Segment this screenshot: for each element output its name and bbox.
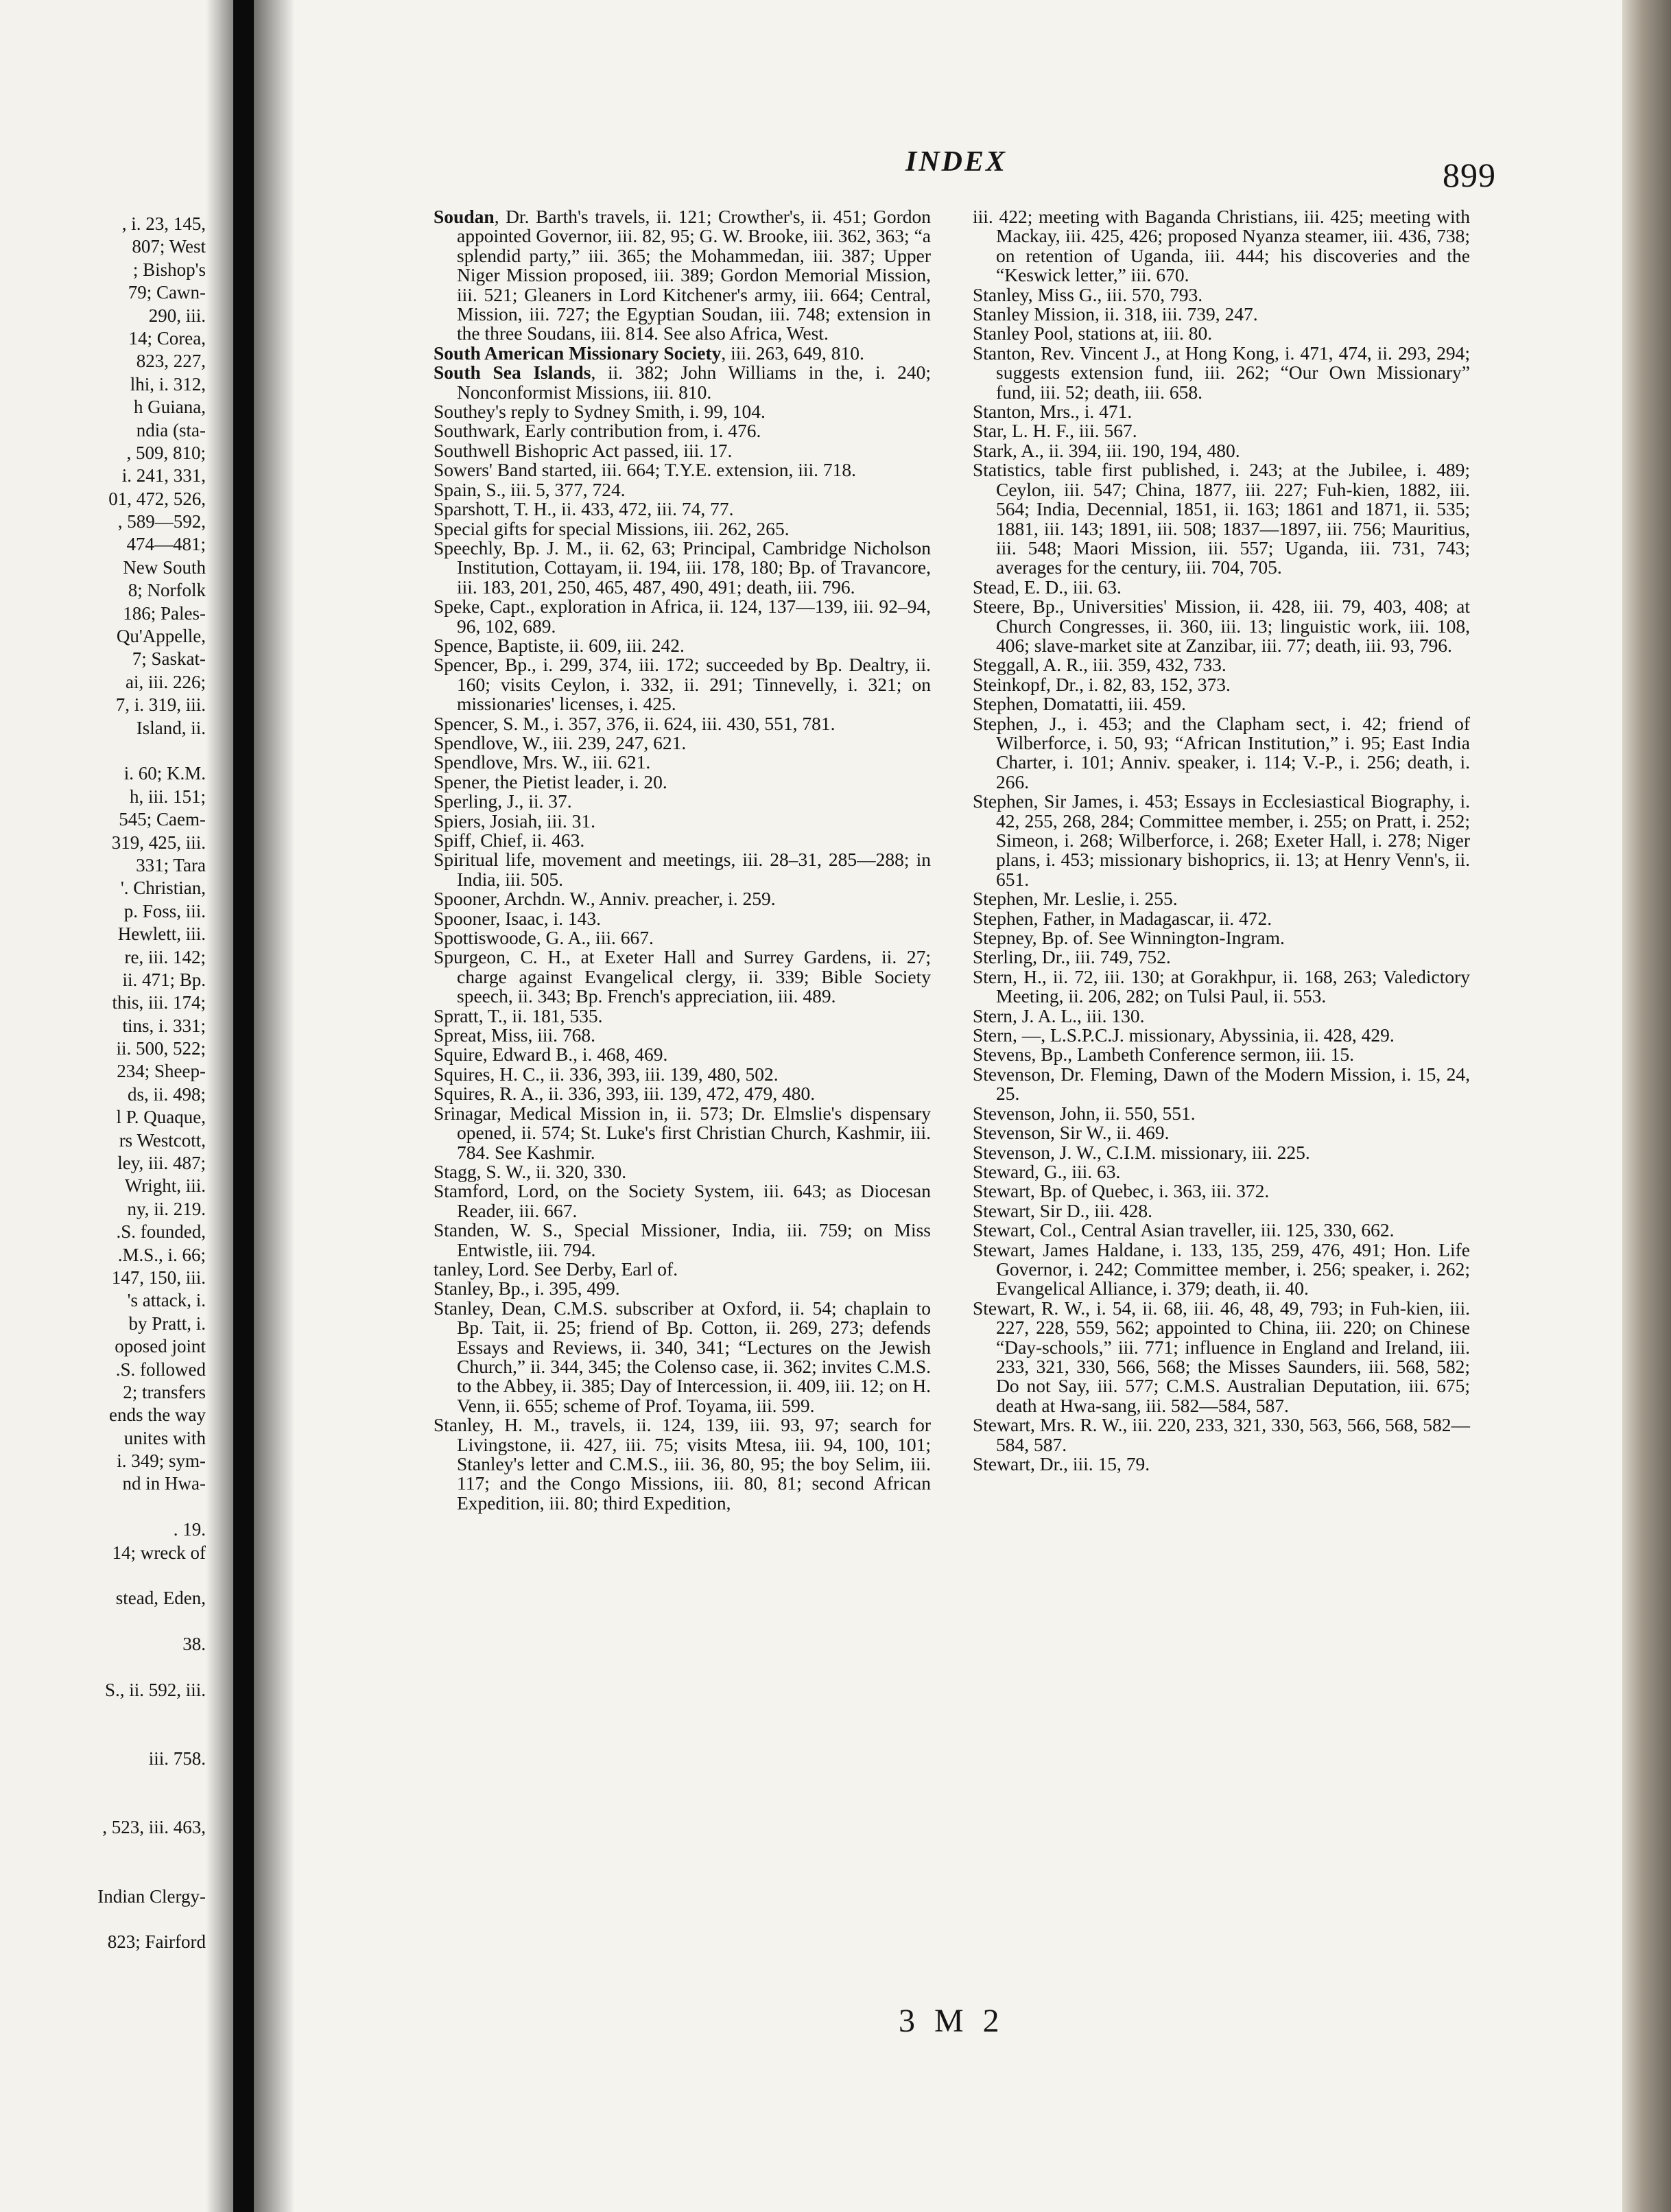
left-page-line: 807; West: [132, 236, 206, 257]
index-entry-text: Standen, W. S., Special Missioner, India, iii. 759; on Miss Entwistle, iii. 794.: [434, 1219, 931, 1260]
left-page-line: 474—481;: [126, 534, 206, 555]
index-entry-text: Stewart, Sir D., iii. 428.: [973, 1199, 1153, 1221]
index-entry: [434, 770, 931, 792]
index-column-left: [434, 207, 931, 1513]
left-page-line: 01, 472, 526,: [108, 488, 206, 509]
index-entry-text: Stevenson, Sir W., ii. 469.: [973, 1122, 1170, 1144]
left-page-line: . 19.: [173, 1519, 206, 1540]
left-page-line: .M.S., i. 66;: [117, 1244, 206, 1265]
index-entry: [973, 967, 1470, 1007]
index-entry-text: Stanley, Bp., i. 395, 499.: [434, 1278, 620, 1299]
left-page-line: 2; transfers: [123, 1381, 206, 1402]
left-page-line: 234; Sheep-: [117, 1061, 206, 1082]
left-page-line: Wright, iii.: [124, 1175, 206, 1197]
index-entry: [434, 1221, 931, 1260]
left-page-line: [0, 1610, 206, 1633]
left-page-line: ii. 500, 522;: [116, 1038, 206, 1059]
index-entry-text: Star, L. H. F., iii. 567.: [973, 420, 1137, 442]
index-entry-text: Stephen, Domatatti, iii. 459.: [973, 693, 1186, 715]
index-entry-text: Spence, Baptiste, ii. 609, iii. 242.: [434, 634, 685, 656]
left-page: [0, 0, 233, 2212]
index-entry-text: Stanton, Rev. Vincent J., at Hong Kong, i. 471, 474, ii. 293, 294; suggests extension fund, iii. 262; “Our Own Missionary” fund, iii. 52; death, iii. 658.: [973, 342, 1470, 403]
left-page-line: h, iii. 151;: [129, 786, 206, 807]
left-page-line: 147, 150, iii.: [111, 1267, 206, 1288]
index-entry-text: Steward, G., iii. 63.: [973, 1160, 1121, 1182]
index-entry-text: Spooner, Isaac, i. 143.: [434, 907, 602, 929]
left-page-line: unites with: [123, 1427, 206, 1448]
index-entry: [973, 1026, 1470, 1045]
index-entry: [434, 344, 931, 363]
index-entry-text: Stevens, Bp., Lambeth Conference sermon, iii. 15.: [973, 1044, 1354, 1066]
index-entry-text: Spiritual life, movement and meetings, iii. 28–31, 285—288; in India, iii. 505.: [434, 849, 931, 890]
printer-signature-mark: 3 M 2: [899, 2003, 1005, 2039]
left-page-line: i. 60; K.M.: [123, 763, 206, 784]
index-entry-heading: Soudan: [434, 206, 495, 227]
index-entry-text: Stanley, H. M., travels, ii. 124, 139, iii. 93, 97; search for Livingstone, ii. 427, iii. 75; visits Mtesa, iii. 94, 100, 101; Stanley's letter and C.M.S., iii. 36, 80, 95; the boy Selim, iii. 117; and the Congo Missions, iii. 80, 81; second African Expedition, iii. 80; third Expedition,: [434, 1414, 931, 1514]
index-entry: [434, 499, 931, 519]
index-entry: [973, 1455, 1470, 1474]
index-entry: [973, 1065, 1470, 1104]
index-entry: [973, 460, 1470, 577]
index-entry: [973, 1181, 1470, 1201]
index-entry-text: Spencer, Bp., i. 299, 374, iii. 172; succeeded by Bp. Dealtry, ii. 160; visits Ceylon, i. 332, ii. 291; Tinnevelly, i. 321; on missionaries' licenses, i. 425.: [434, 654, 931, 715]
left-page-line: [0, 1839, 206, 1862]
index-entry-text: Stanton, Mrs., i. 471.: [973, 401, 1133, 423]
index-entry: [973, 1045, 1470, 1064]
left-page-line: ai, iii. 226;: [126, 671, 206, 692]
index-entry-text: Stephen, Sir James, i. 453; Essays in Ecclesiastical Biography, i. 42, 255, 268, 284; Committee member, i. 255; on Pratt, i. 252; Simeon, i. 268; Wilberforce, i. 268; Exeter Hall, i. 278; Niger plans, i. 453; missionary bishoprics, ii. 13; at Henry Venn's, ii. 651.: [973, 790, 1470, 890]
index-entry-text: Stepney, Bp. of. See Winnington-Ingram.: [973, 927, 1285, 949]
left-page-text-fragments: [0, 213, 206, 1954]
index-entry: [973, 1221, 1470, 1240]
left-page-line: , 509, 810;: [126, 442, 206, 463]
left-page-line: p. Foss, iii.: [123, 900, 206, 921]
index-entry-text: Squire, Edward B., i. 468, 469.: [434, 1044, 668, 1066]
index-entry: [973, 207, 1470, 285]
index-entry: [434, 948, 931, 1006]
index-entry: [973, 578, 1470, 597]
index-entry: [973, 305, 1470, 324]
left-page-line: [0, 1725, 206, 1748]
index-entry-text: iii. 422; meeting with Baganda Christians, iii. 425; meeting with Mackay, iii. 425, 426; proposed Nyanza steamer, iii. 436, 738; on retention of Uganda, iii. 444; his discoveries and the “Keswick letter,” iii. 670.: [973, 206, 1470, 286]
index-entry: [434, 597, 931, 636]
left-page-line: [0, 1908, 206, 1931]
index-entry: [973, 889, 1470, 908]
index-entry-text: Spiff, Chief, ii. 463.: [434, 830, 585, 851]
index-entry-text: Speechly, Bp. J. M., ii. 62, 63; Principal, Cambridge Nicholson Institution, Cottayam, ii. 194, iii. 178, 180; Bp. of Travancore, iii. 183, 201, 250, 465, 487, 490, 491; death, iii. 796.: [434, 537, 931, 598]
index-entry-text: Stanley Mission, ii. 318, iii. 739, 247.: [973, 303, 1258, 325]
left-page-line: 7, i. 319, iii.: [115, 694, 206, 716]
index-entry: [434, 519, 931, 539]
index-entry: [434, 1104, 931, 1162]
index-entry: [434, 1065, 931, 1084]
index-entry: [434, 1084, 931, 1103]
left-page-line: , 523, iii. 463,: [102, 1817, 206, 1838]
index-entry-text: Stern, —, L.S.P.C.J. missionary, Abyssinia, ii. 428, 429.: [973, 1024, 1395, 1046]
index-entry: [973, 285, 1470, 305]
left-page-line: tins, i. 331;: [122, 1015, 206, 1036]
left-page-line: iii. 758.: [148, 1748, 206, 1769]
index-entry: [434, 421, 931, 440]
index-entry-text: , ii. 382; John Williams in the, i. 240; Nonconformist Missions, iii. 810.: [457, 362, 932, 403]
index-entry-text: Spendlove, Mrs. W., iii. 621.: [434, 751, 651, 773]
left-page-line: oposed joint: [115, 1336, 206, 1357]
index-entry-text: Stephen, J., i. 453; and the Clapham sect, i. 42; friend of Wilberforce, i. 50, 93; “African Institution,” i. 95; East India Charter, i. 101; Anniv. speaker, i. 114; V.-P., i. 256; death, i. 266.: [973, 712, 1470, 792]
index-entry-text: Stewart, Mrs. R. W., iii. 220, 233, 321, 330, 563, 566, 568, 582—584, 587.: [973, 1414, 1470, 1455]
left-page-line: rs Westcott,: [119, 1129, 206, 1151]
left-page-line: i. 349; sym-: [117, 1450, 206, 1472]
page-number: 899: [1443, 156, 1496, 194]
index-entry-text: Southey's reply to Sydney Smith, i. 99, 104.: [434, 401, 766, 423]
index-entry: [434, 1299, 931, 1415]
index-entry-text: Srinagar, Medical Mission in, ii. 573; Dr. Elmslie's dispensary opened, ii. 574; St. Luke's first Christian Church, Kashmir, iii. 784. See Kashmir.: [434, 1102, 931, 1163]
index-entry: [973, 324, 1470, 343]
index-entry-text: Stead, E. D., iii. 63.: [973, 576, 1122, 598]
index-entry: [434, 1162, 931, 1181]
index-entry-text: Stanley, Miss G., iii. 570, 793.: [973, 283, 1203, 305]
index-entry: [973, 344, 1470, 402]
index-entry-text: Squires, H. C., ii. 336, 393, iii. 139, 480, 502.: [434, 1063, 779, 1085]
left-page-line: 331; Tara: [136, 854, 206, 875]
left-page-line: 186; Pales-: [123, 602, 206, 624]
left-page-line: 8; Norfolk: [128, 580, 206, 601]
left-page-line: [0, 1793, 206, 1816]
index-entry: [973, 421, 1470, 440]
left-page-line: 545; Caem-: [119, 809, 206, 830]
index-entry: [434, 753, 931, 772]
index-entry-text: Southwell Bishopric Act passed, iii. 17.: [434, 439, 733, 461]
index-entry-text: Speke, Capt., exploration in Africa, ii. 124, 137—139, iii. 92–94, 96, 102, 689.: [434, 596, 931, 637]
index-entry: [973, 1240, 1470, 1299]
index-entry: [434, 733, 931, 753]
left-page-line: Qu'Appelle,: [116, 626, 206, 647]
left-page-line: 823, 227,: [136, 351, 206, 372]
left-page-line: nd in Hwa-: [122, 1473, 206, 1494]
index-entry: [434, 655, 931, 714]
index-entry: [434, 792, 931, 811]
index-entry: [973, 1104, 1470, 1123]
index-entry: [434, 1045, 931, 1064]
index-entry-heading: South American Missionary Society: [434, 342, 722, 364]
left-page-line: S., ii. 592, iii.: [104, 1680, 206, 1700]
left-page-line: ny, ii. 219.: [127, 1198, 206, 1219]
left-page-line: [0, 1702, 206, 1724]
left-page-line: 14; wreck of: [112, 1542, 206, 1563]
running-header-title: INDEX: [905, 146, 1008, 178]
left-page-line: Hewlett, iii.: [117, 923, 206, 945]
index-entry: [434, 636, 931, 655]
index-entry-text: Statistics, table first published, i. 243; at the Jubilee, i. 489; Ceylon, iii. 547; China, 1877, iii. 227; Fuh-kien, 1882, iii. 564; India, Decennial, 1851, ii. 163; 1861 and 1871, ii. 535; 1881, iii. 143; 1891, iii. 508; 1837—1897, iii. 756; Mauritius, iii. 548; Maori Mission, iii. 557; Uganda, iii. 731, 743; averages for the century, iii. 704, 705.: [973, 459, 1470, 578]
left-page-line: Island, ii.: [136, 717, 206, 738]
index-entry-text: Steggall, A. R., iii. 359, 432, 733.: [973, 654, 1226, 676]
index-entry: [434, 539, 931, 597]
index-entry-text: , iii. 263, 649, 810.: [721, 342, 864, 364]
index-entry: [973, 1162, 1470, 1181]
left-page-line: 319, 425, iii.: [111, 832, 206, 853]
index-entry-text: Sowers' Band started, iii. 664; T.Y.E. extension, iii. 718.: [434, 459, 857, 481]
index-entry: [973, 1299, 1470, 1415]
index-entry-text: Spooner, Archdn. W., Anniv. preacher, i. 259.: [434, 888, 776, 910]
left-page-line: ii. 471; Bp.: [122, 969, 206, 990]
left-page-line: ds, ii. 498;: [127, 1083, 206, 1105]
index-entry-text: Steere, Bp., Universities' Mission, ii. 428, iii. 79, 403, 408; at Church Congresses, ii. 360, iii. 13; linguistic work, iii. 108, 406; slave-market site at Zanzibar, iii. 77; death, iii. 93, 796.: [973, 596, 1470, 656]
index-entry: [973, 792, 1470, 889]
left-page-line: 290, iii.: [148, 305, 206, 326]
index-entry-text: Spiers, Josiah, iii. 31.: [434, 810, 596, 832]
index-entry: [434, 480, 931, 499]
page-fold-shadow: [254, 0, 295, 2212]
index-entry: [434, 1415, 931, 1513]
left-page-line: Indian Clergy-: [97, 1885, 206, 1907]
index-entry-text: Stephen, Father, in Madagascar, ii. 472.: [973, 907, 1272, 929]
index-column-right: [973, 207, 1470, 1474]
index-entry-text: Stewart, James Haldane, i. 133, 135, 259, 476, 491; Hon. Life Governor, i. 242; Committee member, i. 256; speaker, i. 262; Evangelical Alliance, i. 379; death, ii. 40.: [973, 1238, 1470, 1299]
left-page-line: .S. founded,: [116, 1221, 206, 1243]
index-entry-text: Stark, A., ii. 394, iii. 190, 194, 480.: [973, 439, 1240, 461]
index-entry-text: Sperling, J., ii. 37.: [434, 790, 572, 812]
left-page-line: ley, iii. 487;: [117, 1153, 206, 1174]
index-entry-text: Stephen, Mr. Leslie, i. 255.: [973, 888, 1178, 910]
index-entry: [973, 1123, 1470, 1142]
index-entry: [434, 363, 931, 402]
index-entry: [434, 812, 931, 831]
left-page-line: by Pratt, i.: [128, 1313, 206, 1334]
index-entry-text: tanley, Lord. See Derby, Earl of.: [434, 1258, 678, 1280]
index-entry: [434, 714, 931, 733]
index-entry: [973, 1143, 1470, 1162]
left-page-line: 823; Fairford: [107, 1931, 206, 1953]
index-entry-text: Stagg, S. W., ii. 320, 330.: [434, 1160, 627, 1182]
index-entry: [434, 402, 931, 421]
index-entry: [434, 850, 931, 889]
index-entry: [973, 402, 1470, 421]
index-entry: [973, 675, 1470, 694]
index-entry: [973, 441, 1470, 460]
left-page-line: i. 241, 331,: [121, 465, 206, 486]
left-page-line: [0, 740, 206, 762]
index-entry-text: Stanley Pool, stations at, iii. 80.: [973, 322, 1213, 344]
index-entry: [434, 889, 931, 908]
index-entry-text: Stewart, R. W., i. 54, ii. 68, iii. 46, 48, 49, 793; in Fuh-kien, iii. 227, 228, 559, 562; appointed to China, iii. 220; on Chinese “Day-schools,” iii. 771; influence in England and Ireland, iii. 233, 321, 330, 566, 568; the Misses Saunders, iii. 568, 582; Do not Say, iii. 577; C.M.S. Australian Deputation, iii. 675; death at Hwa-sang, iii. 582—584, 587.: [973, 1297, 1470, 1416]
index-entry-text: Stewart, Bp. of Quebec, i. 363, iii. 372.: [973, 1180, 1270, 1202]
index-entry: [434, 1181, 931, 1221]
left-page-line: [0, 1564, 206, 1587]
index-entry-text: Stevenson, John, ii. 550, 551.: [973, 1102, 1196, 1124]
index-entry-text: Spencer, S. M., i. 357, 376, ii. 624, iii. 430, 551, 781.: [434, 712, 836, 734]
left-page-line: .S. followed: [115, 1358, 206, 1380]
index-entry: [434, 909, 931, 928]
left-page-line: h Guiana,: [134, 397, 206, 418]
index-entry: [434, 928, 931, 948]
left-page-line: , i. 23, 145,: [121, 213, 206, 234]
index-entry: [973, 597, 1470, 655]
index-entry: [973, 1201, 1470, 1221]
index-entry-text: Southwark, Early contribution from, i. 476.: [434, 420, 761, 442]
index-entry-text: Special gifts for special Missions, iii. 262, 265.: [434, 517, 790, 539]
index-entry: [434, 1004, 931, 1026]
index-entry: [434, 1026, 931, 1045]
index-entry-text: Stewart, Col., Central Asian traveller, iii. 125, 330, 662.: [973, 1219, 1395, 1241]
left-page-line: re, iii. 142;: [124, 946, 206, 967]
index-entry-text: , Dr. Barth's travels, ii. 121; Crowther's, ii. 451; Gordon appointed Governor, iii. 82, 95; G. W. Brooke, iii. 362, 363; “a splendid party,” iii. 365; the Mohammedan, iii. 387; Upper Niger Mission proposed, iii. 389; Gordon Memorial Mission, iii. 521; Gleaners in Lord Kitchener's army, iii. 664; Central, Mission, iii. 727; the Egyptian Soudan, iii. 748; extension in the three Soudans, iii. 814. See also Africa, West.: [457, 206, 931, 344]
left-page-line: this, iii. 174;: [112, 992, 206, 1013]
left-page-line: [0, 1656, 206, 1679]
index-entry: [973, 1415, 1470, 1455]
index-entry: [434, 207, 931, 344]
left-page-line: New South: [123, 556, 206, 578]
index-entry: [434, 460, 931, 480]
index-entry-text: Sterling, Dr., iii. 749, 752.: [973, 946, 1171, 968]
index-entry-heading: South Sea Islands: [434, 362, 591, 384]
index-entry-text: Spreat, Miss, iii. 768.: [434, 1024, 596, 1046]
left-page-line: ; Bishop's: [132, 259, 206, 280]
index-entry-text: Squires, R. A., ii. 336, 393, iii. 139, 472, 479, 480.: [434, 1083, 816, 1105]
left-page-line: 79; Cawn-: [128, 282, 206, 303]
page-edge: [1622, 0, 1671, 2212]
index-entry-text: Spratt, T., ii. 181, 535.: [434, 1004, 603, 1026]
index-entry: [434, 831, 931, 850]
index-entry: [973, 694, 1470, 714]
index-entry-text: Stern, J. A. L., iii. 130.: [973, 1004, 1145, 1026]
index-entry-text: Steinkopf, Dr., i. 82, 83, 152, 373.: [973, 673, 1231, 695]
index-entry: [973, 948, 1470, 967]
index-entry-text: Spener, the Pietist leader, i. 20.: [434, 770, 667, 792]
index-entry-text: Sparshott, T. H., ii. 433, 472, iii. 74, 77.: [434, 498, 734, 520]
left-page-line: stead, Eden,: [115, 1588, 206, 1609]
left-page-line: lhi, i. 312,: [130, 373, 206, 395]
left-page-line: ndia (sta-: [136, 419, 206, 440]
left-page-line: 's attack, i.: [127, 1290, 206, 1311]
index-entry-text: Stanley, Dean, C.M.S. subscriber at Oxford, ii. 54; chaplain to Bp. Tait, ii. 25; friend of Bp. Cotton, ii. 269, 273; defends Essays and Reviews, ii. 340, 341; “Lectures on the Jewish Church,” ii. 344, 345; the Colenso case, ii. 362; invites C.M.S. to the Abbey, ii. 385; Day of Intercession, ii. 409, iii. 12; on H. Venn, ii. 655; scheme of Prof. Toyama, iii. 599.: [434, 1297, 931, 1416]
left-page-line: l P. Quaque,: [116, 1107, 206, 1128]
left-page-line: ends the way: [109, 1404, 206, 1426]
index-entry: [434, 1260, 931, 1279]
left-page-line: , 589—592,: [117, 511, 206, 532]
left-page-line: [0, 1496, 206, 1518]
index-entry-text: Spottiswoode, G. A., iii. 667.: [434, 927, 654, 949]
index-entry: [434, 1279, 931, 1298]
index-entry-text: Spendlove, W., iii. 239, 247, 621.: [434, 731, 687, 753]
index-entry-text: Spain, S., iii. 5, 377, 724.: [434, 478, 626, 500]
left-page-line: '. Christian,: [120, 878, 206, 899]
index-entry: [973, 655, 1470, 674]
index-entry-text: Stevenson, Dr. Fleming, Dawn of the Modern Mission, i. 15, 24, 25.: [973, 1063, 1470, 1105]
index-entry: [973, 909, 1470, 928]
index-entry-text: Spurgeon, C. H., at Exeter Hall and Surrey Gardens, ii. 27; charge against Evangelical clergy, ii. 339; Bible Society speech, ii. 343; Bp. French's appreciation, iii. 489.: [434, 946, 931, 1007]
left-page-line: 7; Saskat-: [132, 648, 206, 670]
index-entry-text: Stewart, Dr., iii. 15, 79.: [973, 1453, 1150, 1474]
left-page-line: 14; Corea,: [128, 327, 206, 349]
index-entry: [434, 441, 931, 460]
left-page-line: 38.: [182, 1634, 206, 1655]
index-entry: [973, 928, 1470, 948]
index-entry-text: Stern, H., ii. 72, iii. 130; at Gorakhpur, ii. 168, 263; Valedictory Meeting, ii. 206, 282; on Tulsi Paul, ii. 553.: [973, 965, 1470, 1007]
index-entry: [973, 1004, 1470, 1026]
left-page-line: [0, 1862, 206, 1885]
left-page-line: [0, 1771, 206, 1793]
index-entry-text: Stamford, Lord, on the Society System, iii. 643; as Diocesan Reader, iii. 667.: [434, 1180, 931, 1221]
index-entry: [973, 714, 1470, 792]
index-entry-text: Stevenson, J. W., C.I.M. missionary, iii. 225.: [973, 1141, 1310, 1163]
